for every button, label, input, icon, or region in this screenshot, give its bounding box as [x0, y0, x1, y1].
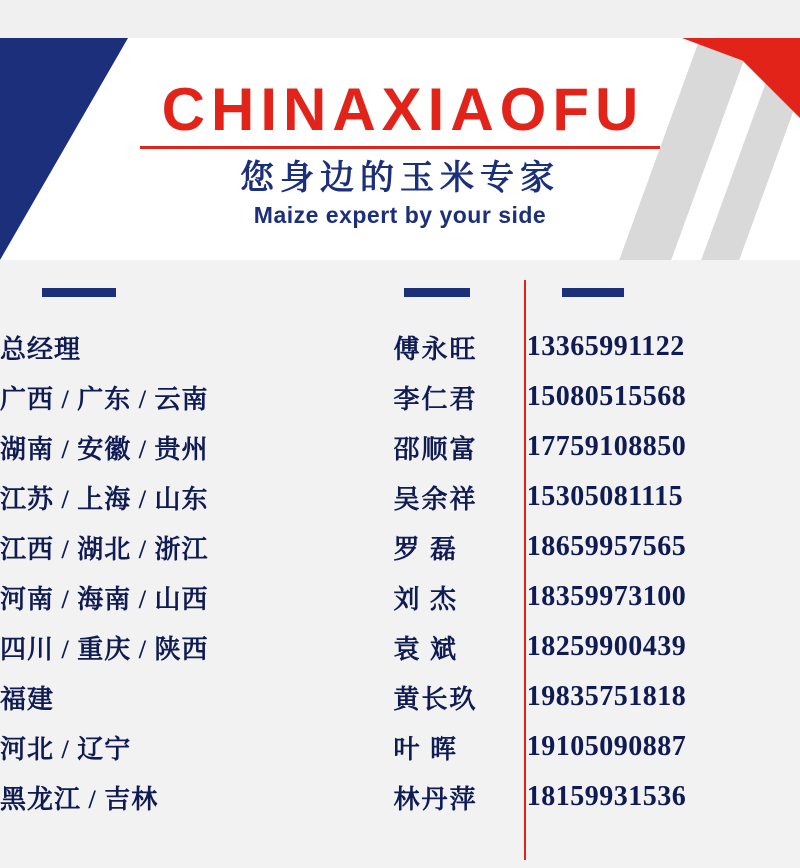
- brand-title: CHINAXIAOFU: [161, 76, 645, 143]
- bar-name-column: [404, 288, 470, 297]
- region-cell: 黑龙江 / 吉林: [0, 784, 159, 814]
- phone-cell: 17759108850: [526, 431, 687, 462]
- name-cell: 傅永旺: [393, 334, 478, 364]
- table-row: [0, 422, 800, 472]
- name-cell: 罗 磊: [393, 534, 458, 564]
- phone-cell: 15080515568: [526, 381, 687, 412]
- name-cell: 邵顺富: [393, 434, 478, 464]
- region-cell: 河南 / 海南 / 山西: [0, 584, 209, 614]
- phone-cell: 18159931536: [526, 781, 687, 812]
- name-cell: 黄长玖: [393, 684, 478, 714]
- slogan-english: Maize expert by your side: [253, 202, 547, 228]
- table-row: [0, 672, 800, 722]
- brand-block: [0, 78, 800, 229]
- name-cell: 叶 晖: [393, 734, 458, 764]
- table-row: [0, 622, 800, 672]
- phone-cell: 18659957565: [526, 531, 687, 562]
- region-cell: 福建: [0, 684, 55, 714]
- slogan-chinese: 您身边的玉米专家: [240, 160, 560, 197]
- name-cell: 李仁君: [393, 384, 478, 414]
- phone-cell: 15305081115: [526, 481, 684, 512]
- region-cell: 四川 / 重庆 / 陕西: [0, 634, 209, 664]
- region-cell: 江苏 / 上海 / 山东: [0, 484, 209, 514]
- table-row: [0, 472, 800, 522]
- region-cell: 河北 / 辽宁: [0, 734, 132, 764]
- table-row: [0, 572, 800, 622]
- bar-region-column: [42, 288, 116, 297]
- contact-table-body: [0, 322, 800, 822]
- header-banner: [0, 0, 800, 260]
- phone-cell: 18359973100: [526, 581, 687, 612]
- region-cell: 广西 / 广东 / 云南: [0, 384, 209, 414]
- table-row: [0, 322, 800, 372]
- name-cell: 袁 斌: [393, 634, 458, 664]
- region-cell: 江西 / 湖北 / 浙江: [0, 534, 209, 564]
- phone-cell: 19105090887: [526, 731, 687, 762]
- bar-phone-column: [562, 288, 624, 297]
- phone-cell: 19835751818: [526, 681, 687, 712]
- contact-section: [0, 260, 800, 868]
- phone-cell: 18259900439: [526, 631, 687, 662]
- contact-table: [0, 322, 800, 822]
- name-cell: 林丹萍: [393, 784, 478, 814]
- column-header-bars: [0, 288, 800, 298]
- name-cell: 刘 杰: [393, 584, 458, 614]
- table-row: [0, 772, 800, 822]
- table-row: [0, 372, 800, 422]
- name-cell: 吴余祥: [393, 484, 478, 514]
- table-row: [0, 522, 800, 572]
- phone-cell: 13365991122: [526, 331, 685, 362]
- table-row: [0, 722, 800, 772]
- brand-underline: [140, 146, 660, 149]
- region-cell: 总经理: [0, 334, 82, 364]
- region-cell: 湖南 / 安徽 / 贵州: [0, 434, 209, 464]
